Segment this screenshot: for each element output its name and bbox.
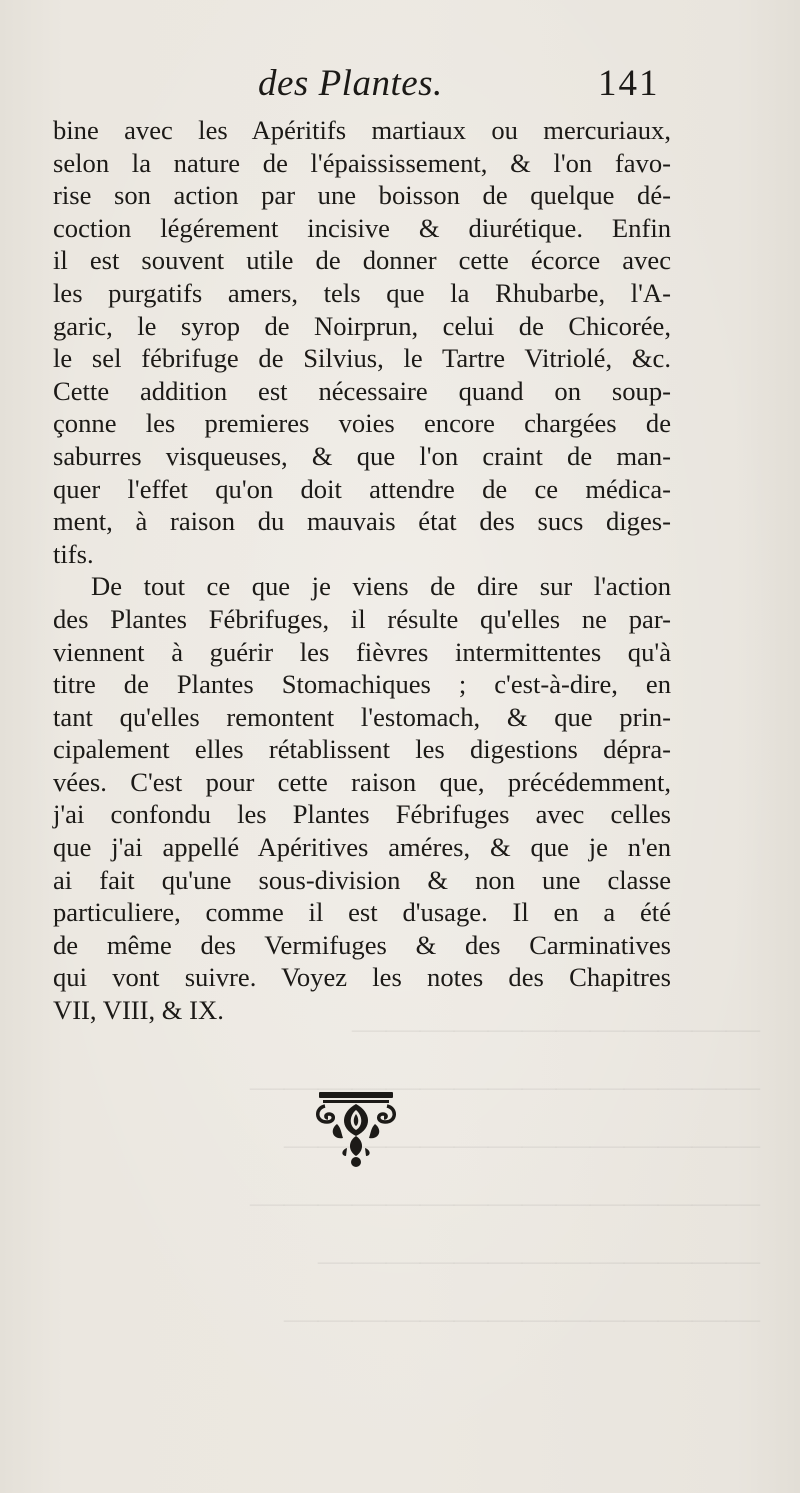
text-line: qui vont suivre. Voyez les notes des Chapitres <box>53 962 671 993</box>
text-line: cipalement elles rétablissent les digestions dépra- <box>53 734 671 765</box>
fleuron-ornament-icon <box>311 1090 401 1170</box>
page-number: 141 <box>598 63 660 104</box>
running-head <box>0 62 800 112</box>
bleed-through: ———————————— ——————————————— —————————————— ——————————————— ————————————— —————————————— <box>250 1010 760 1337</box>
text-line: ai fait qu'une sous-division & non une classe <box>53 864 671 895</box>
text-line: quer l'effet qu'on doit attendre de ce médica- <box>53 473 671 504</box>
text-line: le sel fébrifuge de Silvius, le Tartre Vitriolé, &c. <box>53 343 671 374</box>
text-line: garic, le syrop de Noirprun, celui de Chicorée, <box>53 310 671 341</box>
text-line: j'ai confondu les Plantes Fébrifuges avec celles <box>53 799 671 830</box>
text-line: il est souvent utile de donner cette écorce avec <box>53 245 671 276</box>
text-line: saburres visqueuses, & que l'on craint de man- <box>53 440 671 471</box>
text-line: titre de Plantes Stomachiques ; c'est-à-dire, en <box>53 669 671 700</box>
text-line: de même des Vermifuges & des Carminatives <box>53 929 671 960</box>
running-head-title: des Plantes. <box>258 63 443 104</box>
text-line: selon la nature de l'épaississement, & l'on favo- <box>53 147 671 178</box>
text-line: que j'ai appellé Apéritives améres, & que je n'en <box>53 832 671 863</box>
text-line: coction légérement incisive & diurétique. Enfin <box>53 212 671 243</box>
text-line: De tout ce que je viens de dire sur l'action <box>91 571 671 602</box>
text-line: VII, VIII, & IX. <box>53 995 224 1026</box>
text-line: des Plantes Fébrifuges, il résulte qu'elles ne par- <box>53 603 671 634</box>
text-line: les purgatifs amers, tels que la Rhubarbe, l'A- <box>53 277 671 308</box>
text-line: viennent à guérir les fièvres intermittentes qu'à <box>53 636 671 667</box>
text-line: Cette addition est nécessaire quand on soup- <box>53 375 671 406</box>
text-line: rise son action par une boisson de quelque dé- <box>53 180 671 211</box>
text-line: bine avec les Apéritifs martiaux ou mercuriaux, <box>53 115 671 145</box>
text-line: tant qu'elles remontent l'estomach, & que prin- <box>53 701 671 732</box>
text-line: tifs. <box>53 538 94 569</box>
text-line: çonne les premieres voies encore chargées de <box>53 408 671 439</box>
body-text <box>53 114 671 1027</box>
text-line: ment, à raison du mauvais état des sucs diges- <box>53 506 671 537</box>
text-line: particuliere, comme il est d'usage. Il en a été <box>53 897 671 928</box>
text-line: vées. C'est pour cette raison que, précédemment, <box>53 766 671 797</box>
